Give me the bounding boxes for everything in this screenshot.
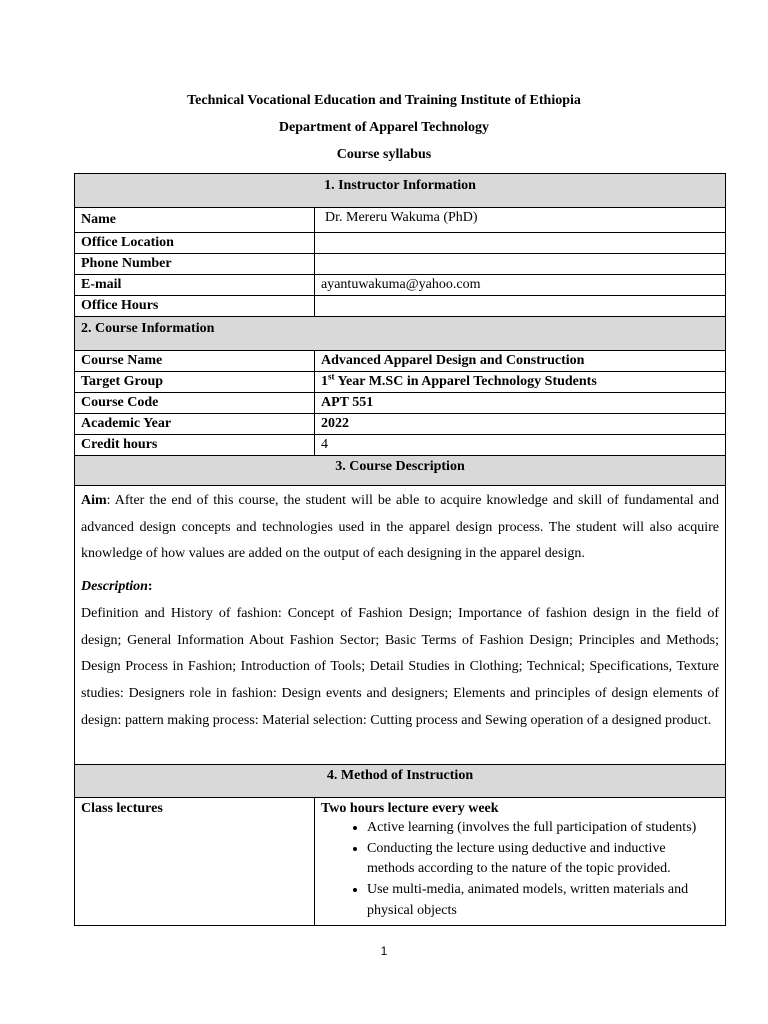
list-item [367, 880, 719, 921]
phone-value [315, 254, 726, 275]
target-group-text: Year M.SC in Apparel Technology Students [334, 374, 597, 389]
email-label: E-mail [75, 275, 315, 296]
syllabus-table [74, 173, 726, 926]
instruction-method-list [321, 818, 719, 922]
credit-hours-label: Credit hours [75, 435, 315, 456]
table-row [75, 393, 726, 414]
table-row [75, 254, 726, 275]
target-group-label: Target Group [75, 372, 315, 393]
class-lectures-label: Class lectures [75, 798, 315, 926]
institute-title: Technical Vocational Education and Training Institute of Ethiopia [187, 93, 581, 108]
aim-paragraph [81, 488, 719, 568]
section-header-description [75, 456, 726, 486]
description-colon: : [147, 579, 153, 595]
table-row [75, 435, 726, 456]
name-label: Name [75, 208, 315, 233]
section-title: 4. Method of Instruction [75, 765, 726, 798]
page-number: 1 [380, 944, 388, 958]
target-group-number: 1 [321, 374, 328, 389]
list-item-line: • Conducting the lecture using deductive and inductive [367, 840, 666, 856]
lecture-title: Two hours lecture every week [321, 801, 499, 816]
aim-text: : After the end of this course, the student will be able to acquire knowledge and skill of fundamental and advanced design concepts and technologies used in the apparel design process. The student will also acquire knowledge of how values are added on the output of each designing in the apparel design. [81, 493, 720, 562]
list-item-line: physical objects [367, 902, 457, 918]
aim-label: Aim [81, 493, 107, 508]
document-title: Course syllabus [336, 147, 432, 162]
department-title: Department of Apparel Technology [278, 120, 490, 135]
course-name-label: Course Name [75, 351, 315, 372]
section-header-course [75, 317, 726, 351]
description-label: Description [81, 579, 148, 595]
description-heading [81, 574, 719, 601]
list-item [367, 839, 719, 880]
list-item-line: • Active learning (involves the full participation of students) [367, 820, 697, 835]
description-row [75, 486, 726, 765]
table-row [75, 275, 726, 296]
credit-hours-value: 4 [315, 435, 726, 456]
section-title: 2. Course Information [75, 317, 726, 351]
academic-year-label: Academic Year [75, 414, 315, 435]
table-row [75, 233, 726, 254]
section-header-instructor [75, 174, 726, 208]
table-row [75, 414, 726, 435]
table-row [75, 351, 726, 372]
phone-label: Phone Number [75, 254, 315, 275]
table-row [75, 296, 726, 317]
description-cell [75, 486, 726, 765]
email-value: ayantuwakuma@yahoo.com [315, 275, 726, 296]
table-row [75, 208, 726, 233]
office-hours-value [315, 296, 726, 317]
section-title: 3. Course Description [75, 456, 726, 486]
office-location-label: Office Location [75, 233, 315, 254]
list-item-line: • Use multi-media, animated models, written materials and [367, 882, 689, 898]
course-code-label: Course Code [75, 393, 315, 414]
name-value: Dr. Mereru Wakuma (PhD) [315, 208, 726, 233]
course-name-value: Advanced Apparel Design and Construction [315, 351, 726, 372]
section-title: 1. Instructor Information [75, 174, 726, 208]
list-item-line: methods according to the nature of the topic provided. [367, 861, 671, 877]
lecture-details [315, 798, 726, 926]
table-row [75, 798, 726, 926]
office-location-value [315, 233, 726, 254]
course-code-value: APT 551 [315, 393, 726, 414]
target-group-ordinal: st [328, 371, 335, 382]
academic-year-value: 2022 [315, 414, 726, 435]
office-hours-label: Office Hours [75, 296, 315, 317]
table-row [75, 372, 726, 393]
description-text: Definition and History of fashion: Concept of Fashion Design; Importance of fashion design in the field of design; General Information About Fashion Sector; Basic Terms of Fashion Design; Principles and Methods; Design Process in Fashion; Introduction of Tools; Detail Studies in Clothing; Technical; Specifications, Texture studies: Designers role in fashion: Design events and designers; Elements and principles of design elements of design: pattern making process: Material selection: Cutting process and Sewing operation of a designed product. [81, 605, 720, 728]
list-item [367, 818, 719, 839]
target-group-value [315, 372, 726, 393]
section-header-instruction [75, 765, 726, 798]
